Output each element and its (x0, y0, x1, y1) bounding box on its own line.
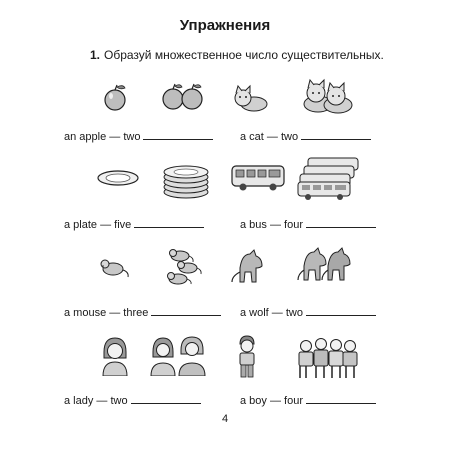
answer-blank[interactable] (306, 306, 376, 316)
exercise-number: 1. (90, 48, 101, 62)
exercise-instruction (90, 48, 384, 62)
item-mouse: a mouse — three (64, 306, 221, 319)
page-number: 4 (221, 413, 229, 425)
boys-icon (296, 334, 360, 380)
wolves-icon (296, 244, 360, 286)
boy-icon (234, 334, 260, 378)
bus-icon (230, 162, 286, 192)
item-lady: a lady — two (64, 394, 201, 407)
page-title: Упражнения (179, 17, 271, 34)
answer-blank[interactable] (306, 218, 376, 228)
apple-icon (100, 82, 130, 112)
answer-blank[interactable] (134, 218, 204, 228)
answer-blank[interactable] (306, 394, 376, 404)
item-boy: a boy — four (240, 394, 376, 407)
item-plate: a plate — five (64, 218, 204, 231)
item-cat: a cat — two (240, 130, 371, 143)
plate-icon (96, 168, 140, 188)
mouse-icon (96, 254, 130, 278)
cats-icon (296, 76, 356, 114)
plates-icon (160, 160, 212, 200)
answer-blank[interactable] (151, 306, 221, 316)
item-apple: an apple — two (64, 130, 213, 143)
instruction-text: Образуй множественное число существительных. (104, 48, 384, 62)
apples-icon (160, 80, 206, 112)
wolf-icon (230, 248, 268, 286)
lady-icon (100, 336, 130, 376)
ladies-icon (150, 334, 206, 376)
answer-blank[interactable] (301, 130, 371, 140)
cat-icon (230, 84, 270, 112)
item-bus: a bus — four (240, 218, 376, 231)
item-wolf: a wolf — two (240, 306, 376, 319)
answer-blank[interactable] (143, 130, 213, 140)
buses-icon (296, 156, 362, 202)
answer-blank[interactable] (131, 394, 201, 404)
mice-icon (160, 246, 210, 286)
